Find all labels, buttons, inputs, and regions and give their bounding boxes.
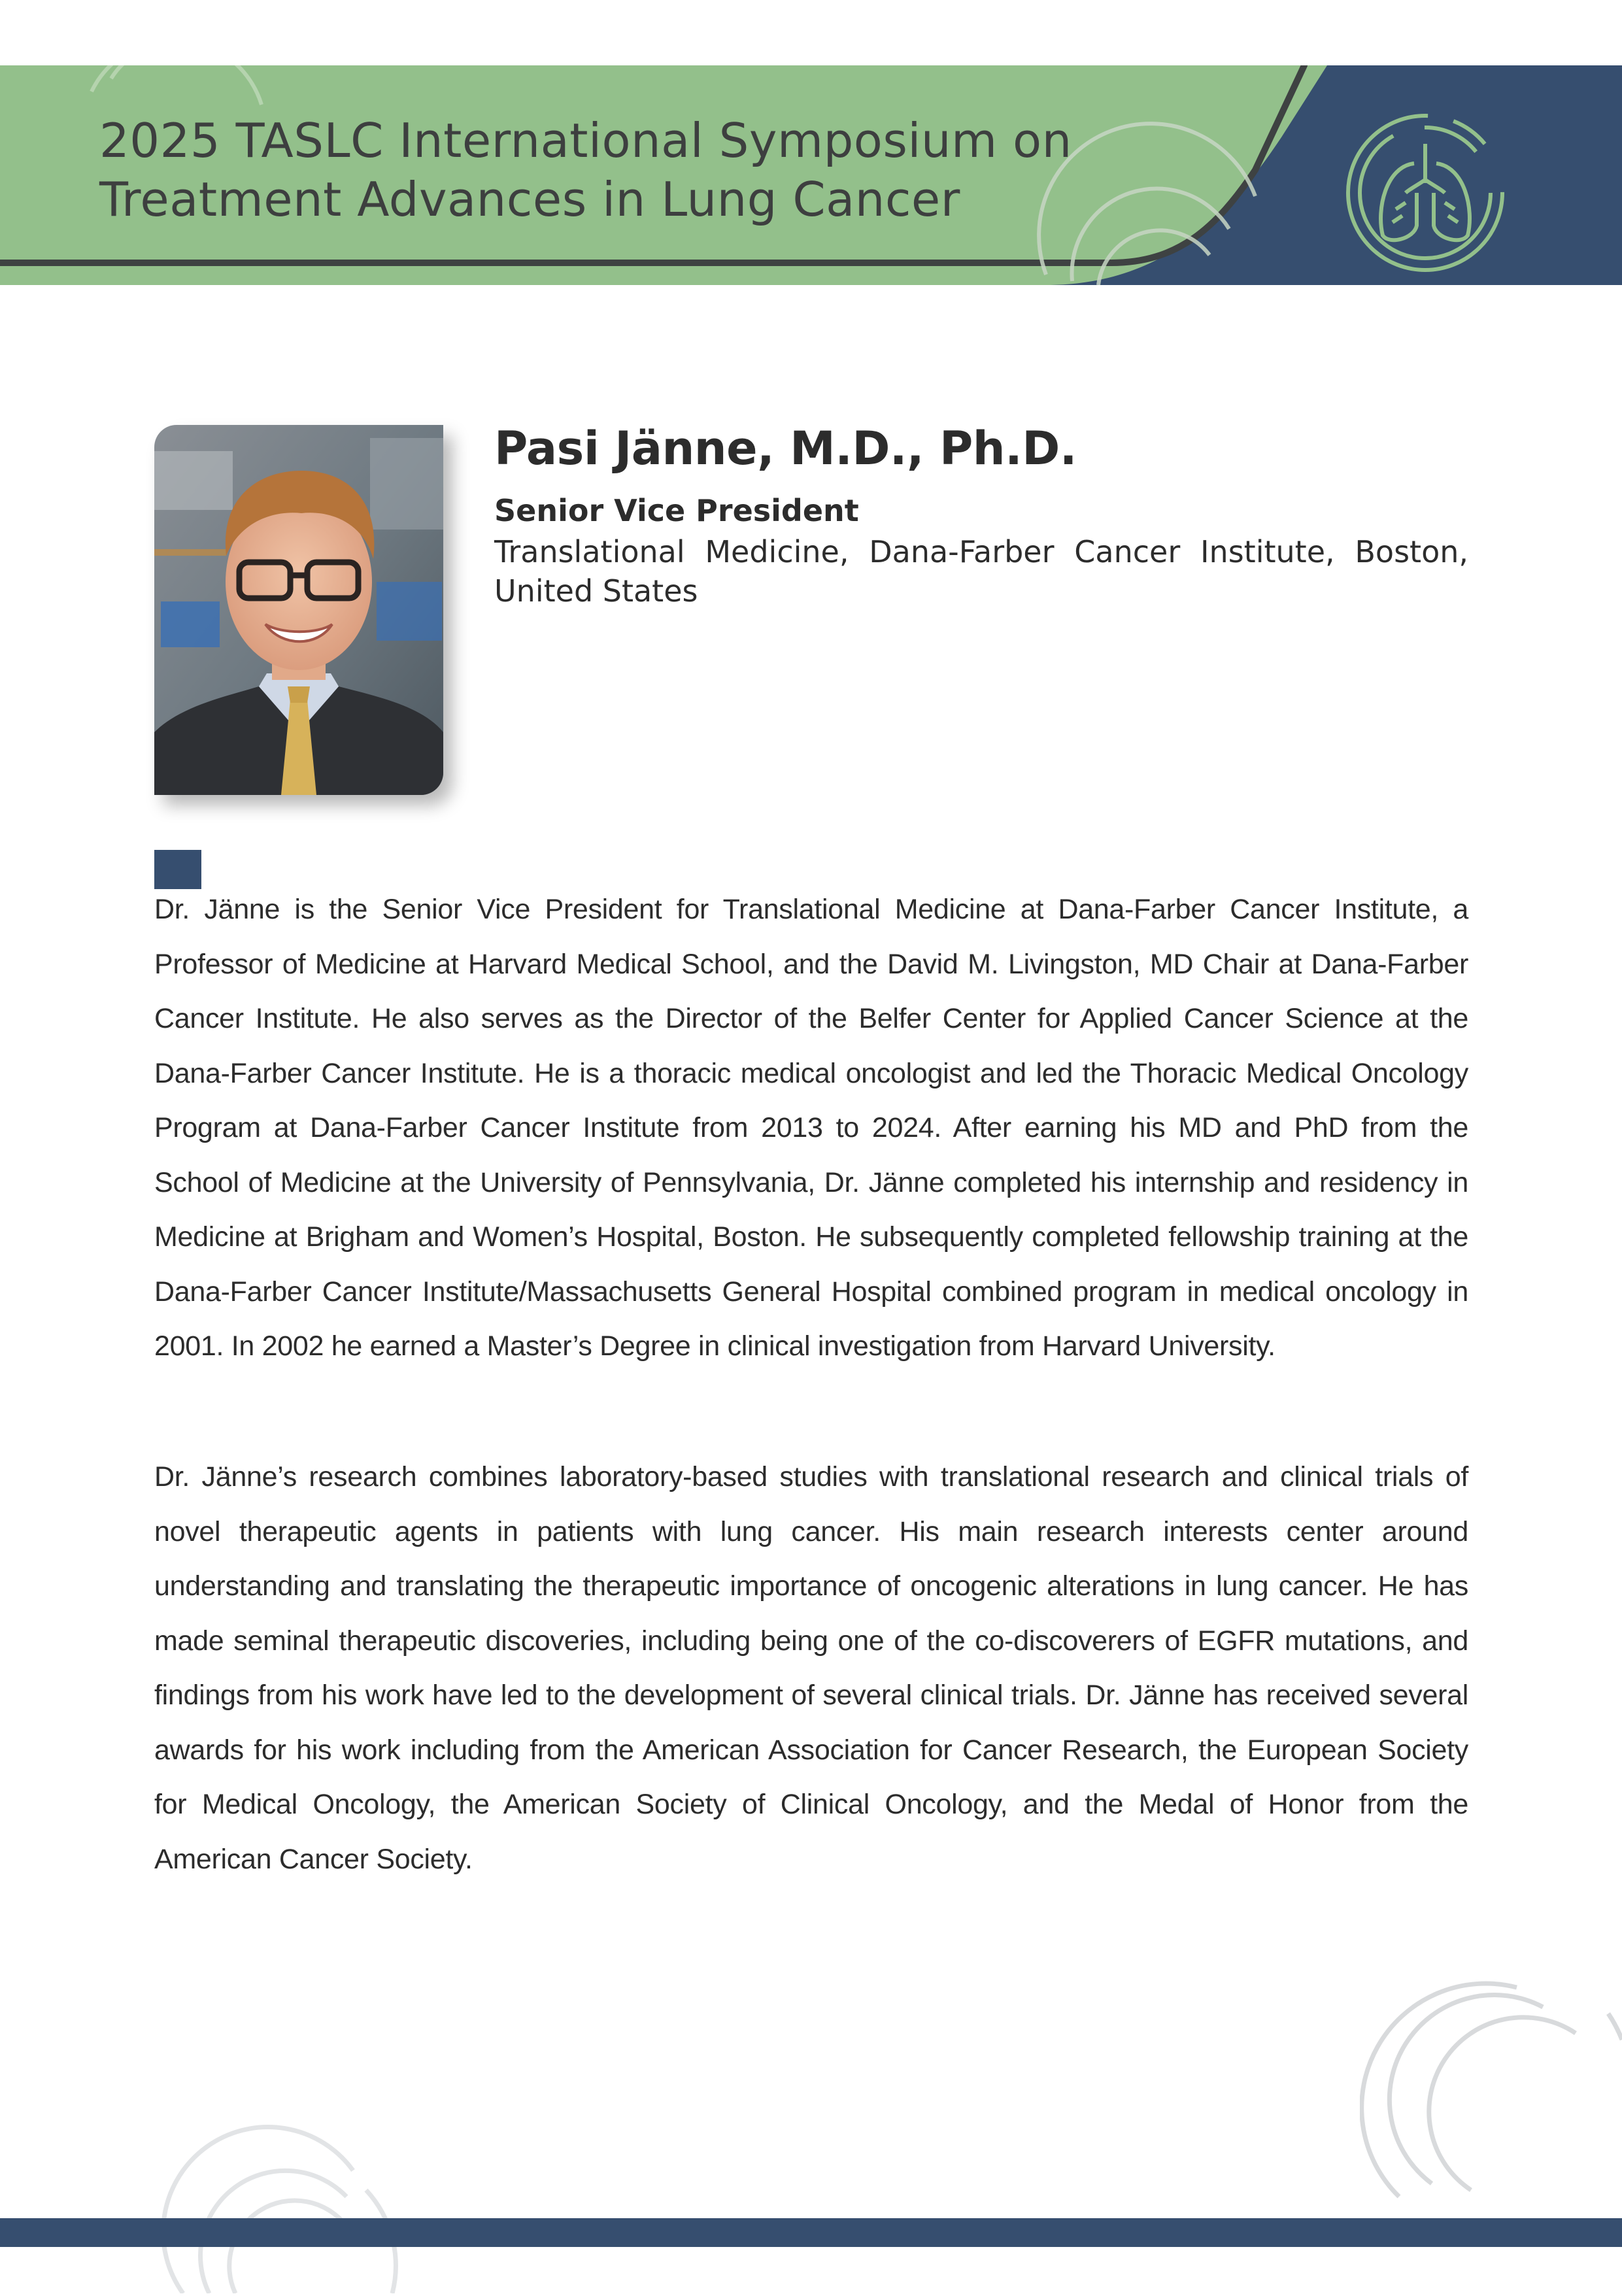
bio-paragraph-1: Dr. Jänne is the Senior Vice President for Translational Medicine at Dana-Farber Cancer Institute, a Professor of Medicine at Harvard Medical School, and the David M. Livingston, MD Chair at Dana-Farber Cancer Institute. He also serves as the Director of the Belfer Center for Applied Cancer Science at the Dana-Farber Cancer Institute. He is a thoracic medical oncologist and led the Thoracic Medical Oncology Program at Dana-Farber Cancer Institute from 2013 to 2024. After earning his MD and PhD from the School of Medicine at the University of Pennsylvania, Dr. Jänne completed his internship and residency in Medicine at Brigham and Women’s Hospital, Boston. He subsequently completed fellowship training at the Dana-Farber Cancer Institute/Massachusetts General Hospital combined program in medical oncology in 2001. In 2002 he earned a Master’s Degree in clinical investigation from Harvard University. [154,894,1468,1362]
bio-paragraph-2: Dr. Jänne’s research combines laboratory-based studies with translational research and clinical trials of novel therapeutic agents in patients with lung cancer. His main research interests center around understanding and translating the therapeutic importance of oncogenic alterations in lung cancer. He has made seminal therapeutic discoveries, including being one of the co-discoverers of EGFR mutations, and findings from his work have led to the development of several clinical trials. Dr. Jänne has received several awards for his work including from the American Association for Cancer Research, the European Society for Medical Oncology, the American Society of Clinical Oncology, and the Medal of Honor from the American Cancer Society. [154,1461,1468,1875]
lungs-icon [1337,105,1513,281]
event-title-line2: Treatment Advances in Lung Cancer [99,172,960,227]
speaker-role: Senior Vice President [494,493,859,528]
speaker-affiliation: Translational Medicine, Dana-Farber Cancer Institute, Boston, United States [494,534,1468,609]
decorative-circles-left [157,2112,405,2293]
footer-bar [0,2218,1622,2247]
speaker-name: Pasi Jänne, M.D., Ph.D. [494,422,1077,475]
event-title [99,111,1119,229]
decorative-circles-right [1360,1974,1622,2216]
event-title-line1: 2025 TASLC International Symposium on [99,113,1072,168]
speaker-portrait [154,425,443,795]
